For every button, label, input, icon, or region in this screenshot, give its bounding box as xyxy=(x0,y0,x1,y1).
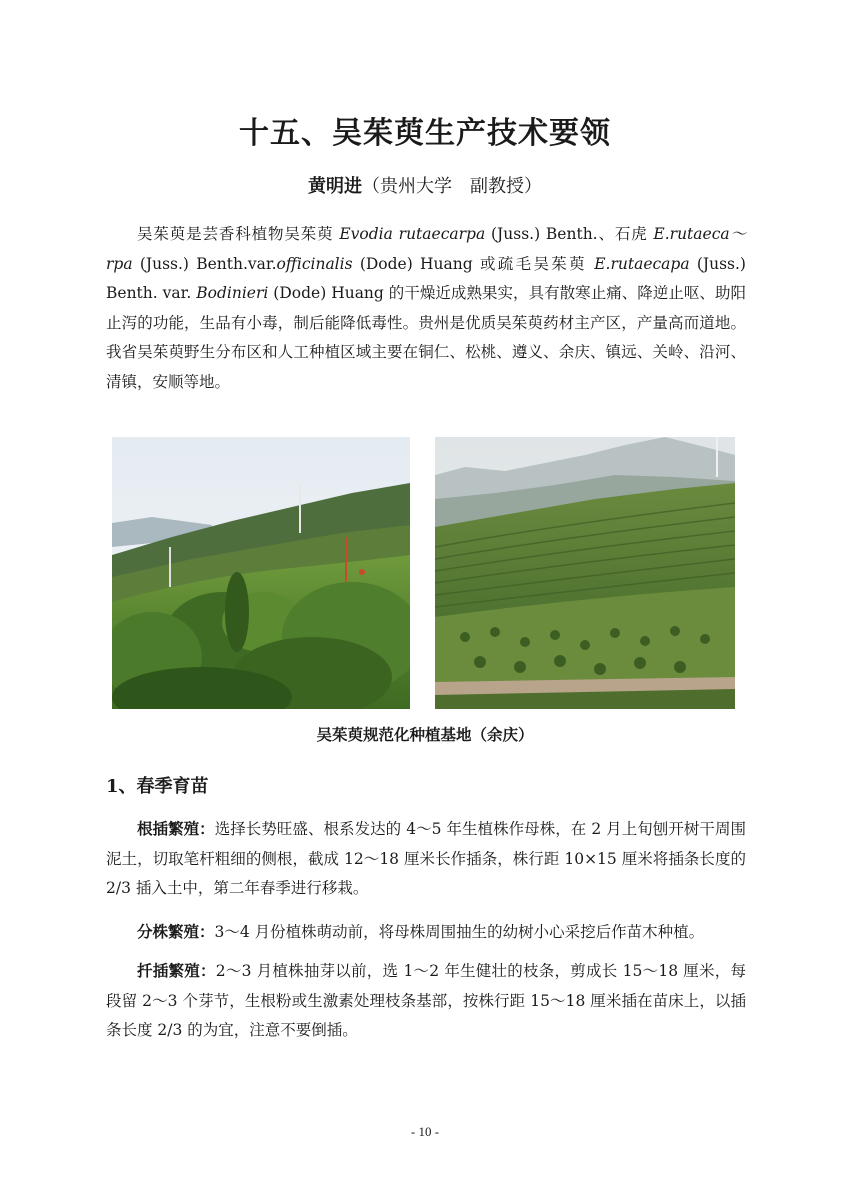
paragraph-text: 2～3 月植株抽芽以前，选 1～2 年生健壮的枝条，剪成长 15～18 厘米，每段留 2～3 个芽节，生根粉或生激素处理枝条基部，按株行距 15～18 厘米插在苗床上，以插条长度 2/3 的为宜，注意不要倒插。 xyxy=(106,962,746,1039)
paragraph-cutting xyxy=(106,956,746,1046)
plantation-photo-left xyxy=(112,437,410,709)
species-name: Evodia rutaecarpa xyxy=(339,225,486,243)
paragraph-lead: 分株繁殖： xyxy=(137,922,215,941)
paragraph-division xyxy=(106,917,746,948)
variety-name: Bodinieri xyxy=(196,284,269,302)
page-title: 十五、吴茱萸生产技术要领 xyxy=(239,116,611,151)
page-number: - 10 - xyxy=(410,1124,440,1139)
intro-text: 吴茱萸是芸香科植物吴茱萸 xyxy=(137,225,340,243)
terraced-plantation-image xyxy=(435,437,735,709)
intro-text: (Dode) Huang 或疏毛吴茱萸 xyxy=(352,254,595,273)
paragraph-lead: 扦插繁殖： xyxy=(137,961,216,980)
photo-caption: 吴茱萸规范化种植基地（余庆） xyxy=(316,725,534,744)
author-line xyxy=(0,172,850,198)
author-name: 黄明进 xyxy=(308,176,362,197)
intro-text: (Juss.) Benth.var. xyxy=(132,254,277,273)
intro-text: (Juss.) Benth. var. xyxy=(106,254,746,302)
hillside-plantation-image xyxy=(112,437,410,709)
paragraph-root-cutting xyxy=(106,814,746,904)
intro-paragraph xyxy=(106,220,746,397)
paragraph-text: 选择长势旺盛、根系发达的 4～5 年生植株作母株，在 2 月上旬刨开树干周围泥土，切取笔杆粗细的侧根，截成 12～18 厘米长作插条，株行距 10×15 厘米将插条长度的 2/3 插入土中，第二年春季进行移栽。 xyxy=(106,820,746,897)
paragraph-lead: 根插繁殖： xyxy=(137,819,215,838)
plantation-photo-right xyxy=(435,437,735,709)
section-heading: 1、春季育苗 xyxy=(106,776,209,797)
intro-text: (Dode) Huang 的干燥近成熟果实，具有散寒止痛、降逆止呕、助阳止泻的功能，生品有小毒，制后能降低毒性。贵州是优质吴茱萸药材主产区，产量高而道地。我省吴茱萸野生分布区和人工种植区域主要在铜仁、松桃、遵义、余庆、镇远、关岭、沿河、清镇，安顺等地。 xyxy=(106,284,746,391)
paragraph-text: 3～4 月份植株萌动前，将母株周围抽生的幼树小心采挖后作苗木种植。 xyxy=(214,923,705,941)
species-name: E.rutaeca～rpa xyxy=(106,225,746,273)
intro-text: (Juss.) Benth.、石虎 xyxy=(485,225,654,243)
species-name: E.rutaecapa xyxy=(594,254,690,273)
variety-name: officinalis xyxy=(276,254,353,273)
author-affiliation: （贵州大学 副教授） xyxy=(362,176,542,197)
